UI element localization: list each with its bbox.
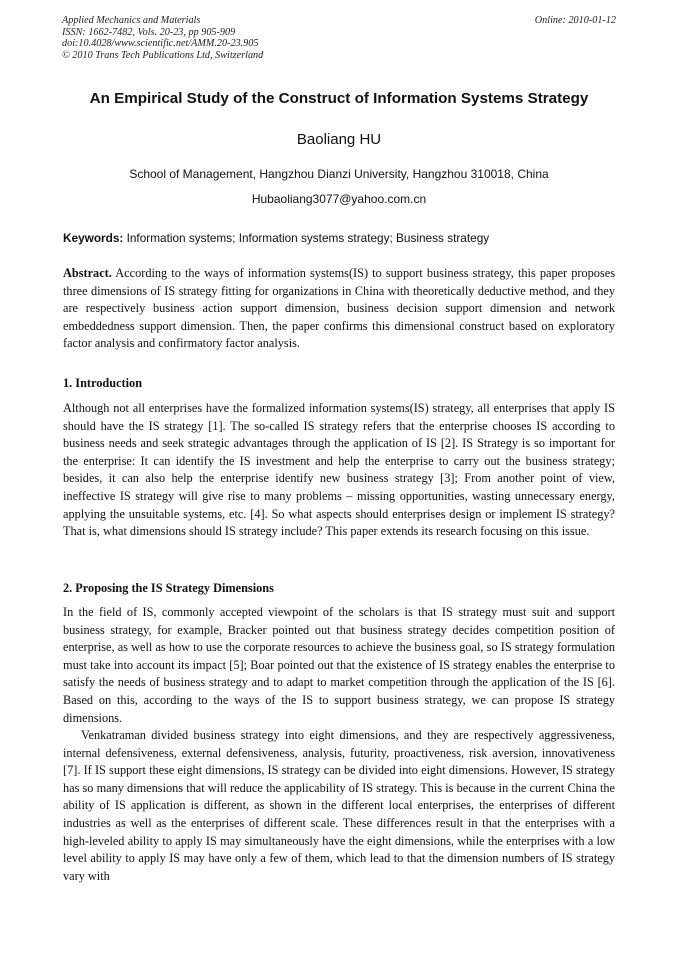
copyright-line: © 2010 Trans Tech Publications Ltd, Switzerland xyxy=(62,49,264,61)
section2-text-1: In the field of IS, commonly accepted viewpoint of the scholars is that IS strategy must suit and support business strategy, for example, Bracker pointed out that business strategy decides competition position of enterprise, as well as how to use the corporate resources to achieve the business goal, so IS strategy formulation must take into account its impact [5]; Boar pointed out that the existence of IS strategy enables the enterprise to satisfy the needs of business strategy and to adapt to market competition through the application of the IS [6]. Based on this, according to the ways of the IS to support business strategy, we can propose IS strategy dimensions. xyxy=(63,605,615,725)
keywords-label: Keywords: xyxy=(63,231,124,245)
section-heading-introduction: 1. Introduction xyxy=(63,376,143,390)
introduction-paragraph xyxy=(63,400,615,541)
abstract-label: Abstract. xyxy=(63,266,112,280)
journal-header xyxy=(62,15,616,61)
section-heading-dimensions: 2. Proposing the IS Strategy Dimensions xyxy=(63,581,274,595)
abstract-paragraph xyxy=(63,265,615,353)
author-affiliation: School of Management, Hangzhou Dianzi University, Hangzhou 310018, China xyxy=(129,167,549,181)
section2-paragraph-2 xyxy=(63,727,615,885)
doi-line: doi:10.4028/www.scientific.net/AMM.20-23.905 xyxy=(62,38,259,50)
issn-line: ISSN: 1662-7482, Vols. 20-23, pp 905-909 xyxy=(62,26,236,38)
author-email: Hubaoliang3077@yahoo.com.cn xyxy=(251,192,427,206)
paper-author: Baoliang HU xyxy=(296,131,382,148)
section2-text-2: Venkatraman divided business strategy into eight dimensions, and they are respectively aggressiveness, internal defensiveness, external defensiveness, analysis, futurity, proactiveness, risk aversion, innovativeness [7]. If IS support these eight dimensions, IS strategy can be divided into eight dimensions. However, IS strategy has so many dimensions that will reduce the applicability of IS strategy. This is because in the current China the ability of IS application is different, as shown in the different local enterprises, the enterprises of different industries as well as the enterprises of different scale. These differences result in that the enterprises with a high-leveled ability to apply IS may simultaneously have the eight dimensions, while the enterprises with a low level ability to apply IS may have only a few of them, which lead to that the dimension numbers of IS strategy vary with xyxy=(63,728,615,883)
section2-paragraph-1 xyxy=(63,604,615,727)
journal-name: Applied Mechanics and Materials xyxy=(62,15,201,26)
introduction-text: Although not all enterprises have the formalized information systems(IS) strategy, all enterprises that apply IS should have the IS strategy [1]. The so-called IS strategy refers that the enterprise chooses IS according to business needs and seek strategic advantages through the application of IS [2]. IS Strategy is so important for the enterprise: It can identify the IS investment and help the enterprise to carry out the business strategy; besides, it can also help the enterprise identify new business strategy [3]; From another point of view, ineffective IS strategy will give rise to many problems – missing opportunities, wasting unnecessary energy, applying the unsuitable systems, etc. [4]. So what aspects should enterprises design or implement IS strategy? That is, what dimensions should IS strategy include? This paper extends its research focusing on this issue. xyxy=(63,401,615,539)
abstract-text: According to the ways of information systems(IS) to support business strategy, this paper proposes three dimensions of IS strategy fitting for organizations in China with theoretically deductive method, and they are respectively business action support dimension, business decision support dimension and network embeddedness support dimension. Then, the paper confirms this dimensional construct based on exploratory factor analysis and confirmatory factor analysis. xyxy=(63,266,615,351)
paper-title: An Empirical Study of the Construct of Information Systems Strategy xyxy=(89,90,589,107)
online-date: Online: 2010-01-12 xyxy=(534,15,616,26)
keywords-line xyxy=(63,231,615,246)
keywords-text: Information systems; Information systems strategy; Business strategy xyxy=(126,231,490,245)
